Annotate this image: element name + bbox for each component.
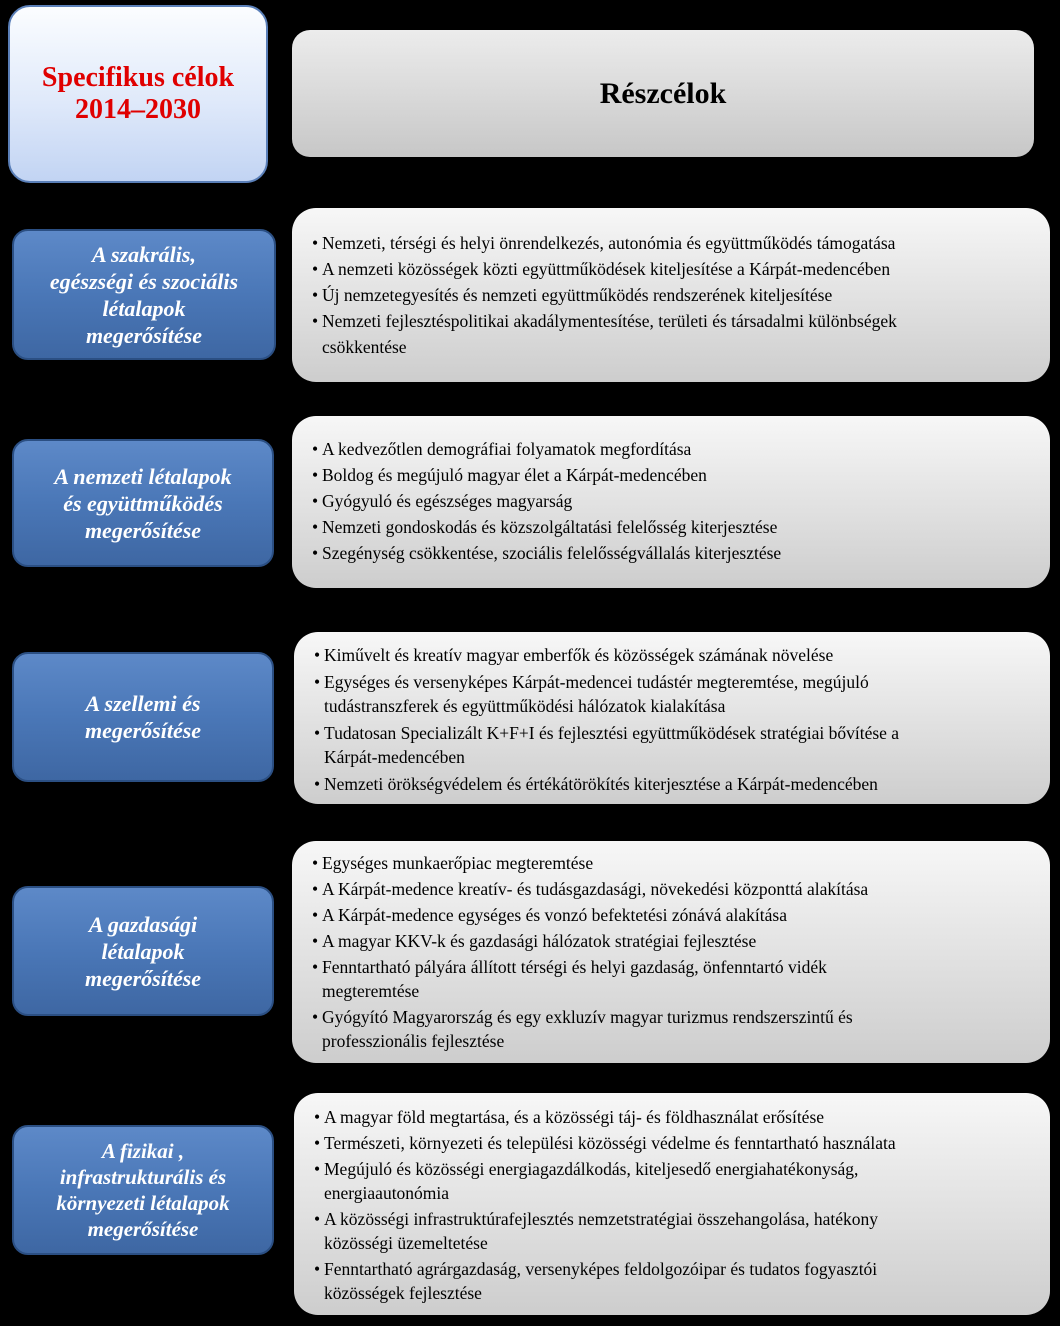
subgoal-item: • Nemzeti, térségi és helyi önrendelkezés, autonómia és együttműködés támogatása bbox=[312, 230, 1032, 256]
goal-3-line: megerősítése bbox=[84, 718, 202, 743]
subgoal-item: • Fenntartható agrárgazdaság, versenyképes feldolgozóipar és tudatos fogyasztói közösségek fejlesztése bbox=[314, 1257, 1032, 1305]
goal-2-line: A nemzeti létalapok bbox=[54, 463, 232, 489]
subgoal-item: • Nemzeti örökségvédelem és értékátörökítés kiterjesztése a Kárpát-medencében bbox=[314, 772, 1032, 796]
goal-box-4 bbox=[12, 886, 274, 1016]
goal-5-line: A fizikai , bbox=[101, 1139, 185, 1163]
specific-goals-header-line1: Specifikus célok bbox=[41, 62, 235, 93]
subgoal-list-1 bbox=[312, 230, 1032, 360]
subgoal-item: • Fenntartható pályára állított térségi és helyi gazdaság, önfenntartó vidék megteremtése bbox=[312, 955, 1032, 1003]
goal-3-line: A szellemi és bbox=[85, 691, 201, 716]
goal-box-2 bbox=[12, 439, 274, 567]
goal-2-line: megerősítése bbox=[84, 517, 202, 543]
subgoal-box-1 bbox=[292, 208, 1050, 382]
subgoal-item: • Boldog és megújuló magyar élet a Kárpát-medencében bbox=[312, 462, 1032, 488]
subgoal-item: • A kedvezőtlen demográfiai folyamatok megfordítása bbox=[312, 436, 1032, 462]
subgoal-item: • Szegénység csökkentése, szociális felelősségvállalás kiterjesztése bbox=[312, 540, 1032, 566]
subgoal-list-3 bbox=[314, 643, 1032, 796]
goal-4-line: A gazdasági bbox=[88, 911, 198, 937]
subgoal-item: • Természeti, környezeti és települési közösségi védelme és fenntartható használata bbox=[314, 1131, 1032, 1155]
subgoal-item: • A magyar föld megtartása, és a közösségi táj- és földhasználat erősítése bbox=[314, 1105, 1032, 1129]
subgoals-header-title: Részcélok bbox=[599, 76, 727, 110]
goal-1-line: egészségi és szociális bbox=[49, 268, 239, 294]
subgoal-item: • Nemzeti gondoskodás és közszolgáltatási felelősség kiterjesztése bbox=[312, 514, 1032, 540]
goal-1-line: létalapok bbox=[102, 295, 186, 321]
subgoal-item: • Kiművelt és kreatív magyar emberfők és közösségek számának növelése bbox=[314, 643, 1032, 667]
goal-box-5 bbox=[12, 1125, 274, 1255]
specific-goals-header-line2: 2014–2030 bbox=[74, 94, 201, 125]
subgoal-list-4 bbox=[312, 851, 1032, 1053]
goal-5-line: megerősítése bbox=[87, 1217, 199, 1241]
subgoal-item: • A Kárpát-medence egységes és vonzó befektetési zónává alakítása bbox=[312, 903, 1032, 927]
subgoal-item: • Új nemzetegyesítés és nemzeti együttműködés rendszerének kiteljesítése bbox=[312, 282, 1032, 308]
subgoal-item: • Egységes és versenyképes Kárpát-medencei tudástér megteremtése, megújuló tudástranszferek és együttműködési hálózatok kialakítása bbox=[314, 670, 1032, 718]
subgoal-item: • Gyógyuló és egészséges magyarság bbox=[312, 488, 1032, 514]
subgoal-item: • A nemzeti közösségek közti együttműködések kiteljesítése a Kárpát-medencében bbox=[312, 256, 1032, 282]
goal-4-line: létalapok bbox=[101, 938, 185, 964]
specific-goals-header bbox=[8, 5, 268, 183]
subgoals-header bbox=[292, 30, 1034, 157]
subgoal-item: • Nemzeti fejlesztéspolitikai akadálymentesítése, területi és társadalmi különbségek csökkentése bbox=[312, 308, 1032, 360]
subgoal-item: • A Kárpát-medence kreatív- és tudásgazdasági, növekedési központtá alakítása bbox=[312, 877, 1032, 901]
subgoal-box-5 bbox=[294, 1093, 1050, 1315]
subgoal-box-4 bbox=[292, 841, 1050, 1063]
subgoal-item: • A közösségi infrastruktúrafejlesztés nemzetstratégiai összehangolása, hatékony közösségi üzemeltetése bbox=[314, 1207, 1032, 1255]
goal-box-3 bbox=[12, 652, 274, 782]
goal-5-line: környezeti létalapok bbox=[56, 1191, 230, 1215]
subgoal-box-3 bbox=[294, 632, 1050, 804]
goal-2-line: és együttműködés bbox=[63, 490, 223, 516]
subgoal-box-2 bbox=[292, 416, 1050, 588]
subgoal-list-5 bbox=[314, 1105, 1032, 1305]
goal-box-1 bbox=[12, 229, 276, 360]
goal-1-line: A szakrális, bbox=[92, 241, 196, 267]
goal-4-line: megerősítése bbox=[84, 965, 202, 991]
subgoal-item: • Gyógyító Magyarország és egy exkluzív magyar turizmus rendszerszintű és professzionális fejlesztése bbox=[312, 1005, 1032, 1053]
goal-5-line: infrastrukturális és bbox=[59, 1165, 227, 1189]
subgoal-list-2 bbox=[312, 436, 1032, 566]
subgoal-item: • Tudatosan Specializált K+F+I és fejlesztési együttműködések stratégiai bővítése a Kárpát-medencében bbox=[314, 721, 1032, 769]
subgoal-item: • A magyar KKV-k és gazdasági hálózatok stratégiai fejlesztése bbox=[312, 929, 1032, 953]
goal-1-line: megerősítése bbox=[85, 322, 203, 348]
subgoal-item: • Megújuló és közösségi energiagazdálkodás, kiteljesedő energiahatékonyság, energiaautonómia bbox=[314, 1157, 1032, 1205]
subgoal-item: • Egységes munkaerőpiac megteremtése bbox=[312, 851, 1032, 875]
